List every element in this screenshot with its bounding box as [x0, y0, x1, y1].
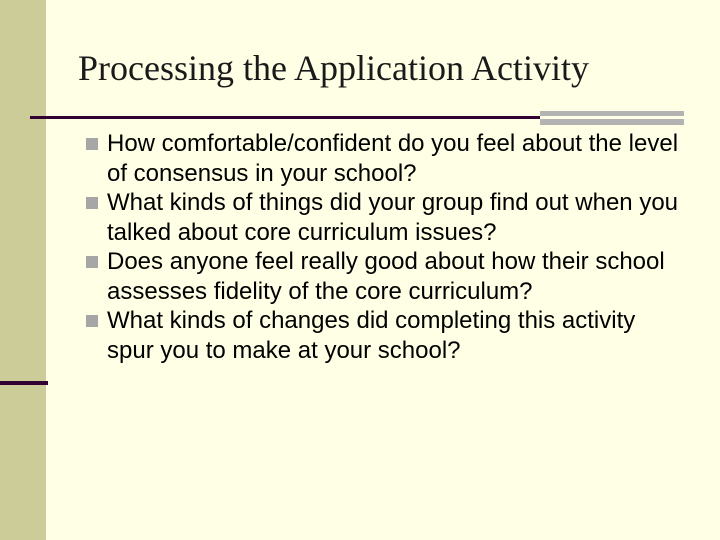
- bullet-text: How comfortable/confident do you feel about the level of consensus in your school?: [107, 130, 679, 187]
- bullet-text: What kinds of changes did completing this activity spur you to make at your school?: [107, 307, 636, 364]
- square-bullet-icon: [86, 197, 98, 209]
- left-decorative-band: [0, 0, 46, 540]
- slide-title: Processing the Application Activity: [78, 48, 589, 88]
- bullet-item-2: [86, 188, 686, 247]
- bullet-text: What kinds of things did your group find out when you talked about core curriculum issues?: [107, 189, 679, 246]
- bullet-item-3: [86, 247, 686, 306]
- square-bullet-icon: [86, 315, 98, 327]
- left-accent-bar: [0, 381, 48, 385]
- title-underline-accent-top: [540, 111, 684, 116]
- bullet-list: [86, 129, 686, 365]
- bullet-item-4: [86, 306, 686, 365]
- title-underline: [30, 116, 540, 119]
- square-bullet-icon: [86, 256, 98, 268]
- bullet-text: Does anyone feel really good about how their school assesses fidelity of the core curriculum?: [107, 248, 665, 305]
- bullet-item-1: [86, 129, 686, 188]
- square-bullet-icon: [86, 138, 98, 150]
- title-underline-accent-bottom: [540, 119, 684, 125]
